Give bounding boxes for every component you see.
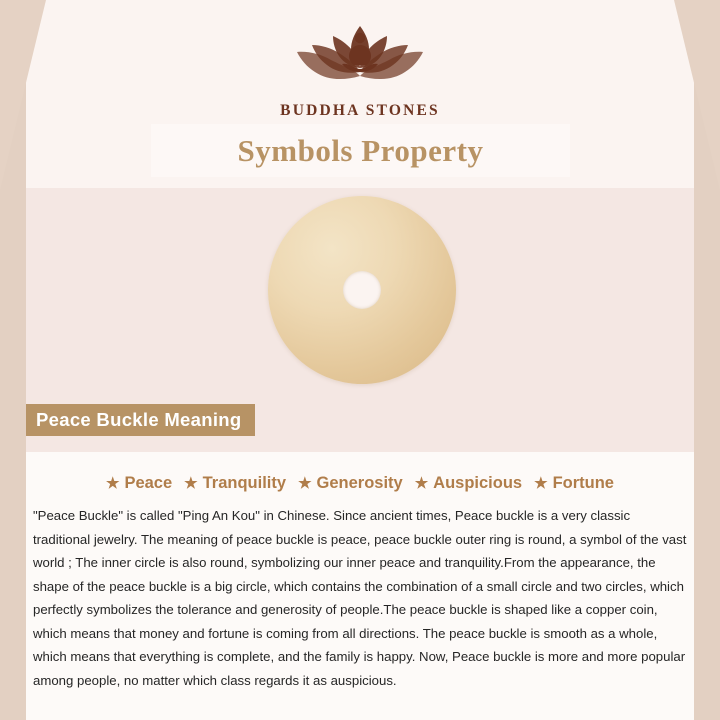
keyword-item [415,474,522,493]
star-icon: ★ [298,475,312,492]
keyword-label: Generosity [316,474,403,492]
star-icon: ★ [534,475,548,492]
keyword-item [298,474,403,493]
body-paragraph: "Peace Buckle" is called "Ping An Kou" in Chinese. Since ancient times, Peace buckle is a very classic traditional jewelry. The meaning of peace buckle is peace, peace buckle outer ring is round, a symbol of the vast world ; The inner circle is also round, symbolizing our inner peace and tranquility.From the appearance, the shape of the peace buckle is a big circle, which contains the combination of a small circle and two circles, which perfectly symbolizes the tolerance and generosity of people.The peace buckle is shaped like a copper coin, which means that money and fortune is coming from all directions. The peace buckle is smooth as a whole, which means that everything is complete, and the family is happy. Now, Peace buckle is more and more popular among people, no matter which class regards it as auspicious. [33,508,687,688]
keyword-label: Fortune [552,474,614,492]
brand-logo [0,24,720,120]
peace-buckle-disc-image [268,196,456,384]
keyword-item [106,474,172,493]
keyword-label: Tranquility [202,474,287,492]
page-title-text: Symbols Property [237,132,484,168]
keyword-item [184,474,286,493]
lotus-meditation-icon [289,24,431,96]
keyword-label: Auspicious [433,474,523,492]
star-icon: ★ [106,475,120,492]
star-icon: ★ [414,475,429,492]
section-ribbon [26,404,255,436]
keyword-row [26,474,694,493]
keyword-label: Peace [124,474,173,492]
star-icon: ★ [184,475,198,492]
page-title [151,124,570,177]
section-ribbon-label: Peace Buckle Meaning [36,409,242,430]
brand-name: BUDDHA STONES [280,102,440,119]
keyword-item [534,474,614,493]
